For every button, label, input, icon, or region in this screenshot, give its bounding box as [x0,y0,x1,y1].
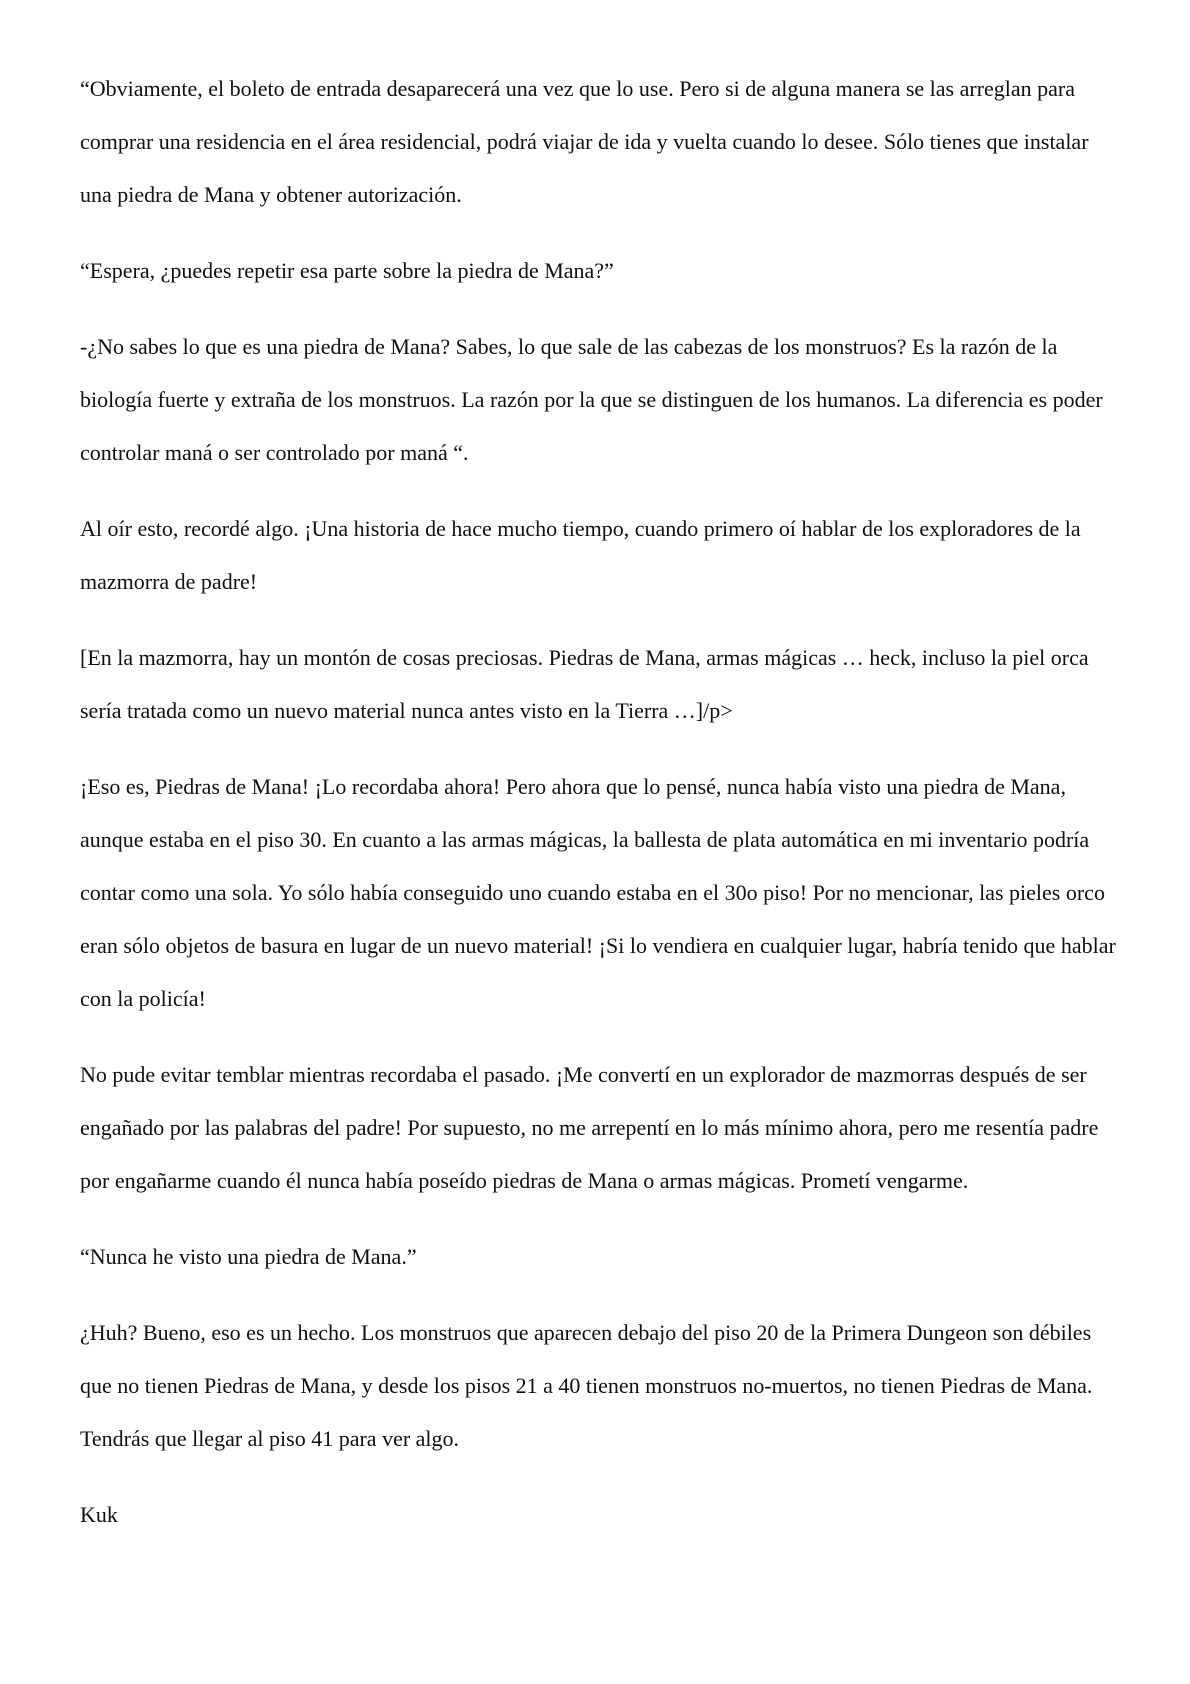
paragraph-5: [En la mazmorra, hay un montón de cosas preciosas. Piedras de Mana, armas mágicas … heck, incluso la piel orca sería tratada como un nuevo material nunca antes visto en la Tierra …]/p> [80,645,1089,723]
paragraph-8: “Nunca he visto una piedra de Mana.” [80,1244,417,1269]
paragraph-6: ¡Eso es, Piedras de Mana! ¡Lo recordaba ahora! Pero ahora que lo pensé, nunca había visto una piedra de Mana, aunque estaba en el piso 30. En cuanto a las armas mágicas, la ballesta de plata automática en mi inventario podría contar como una sola. Yo sólo había conseguido uno cuando estaba en el 30o piso! Por no mencionar, las pieles orco eran sólo objetos de basura en lugar de un nuevo material! ¡Si lo vendiera en cualquier lugar, habría tenido que hablar con la policía! [80,774,1116,1011]
paragraph-2: “Espera, ¿puedes repetir esa parte sobre la piedra de Mana?” [80,258,614,283]
paragraph-10: Kuk [80,1502,118,1527]
document-page [80,62,1120,1564]
paragraph-7: No pude evitar temblar mientras recordaba el pasado. ¡Me convertí en un explorador de mazmorras después de ser engañado por las palabras del padre! Por supuesto, no me arrepentí en lo más mínimo ahora, pero me resentía padre por engañarme cuando él nunca había poseído piedras de Mana o armas mágicas. Prometí vengarme. [80,1062,1099,1193]
paragraph-3: -¿No sabes lo que es una piedra de Mana? Sabes, lo que sale de las cabezas de los monstruos? Es la razón de la biología fuerte y extraña de los monstruos. La razón por la que se distinguen de los humanos. La diferencia es poder controlar maná o ser controlado por maná “. [80,334,1103,465]
paragraph-4: Al oír esto, recordé algo. ¡Una historia de hace mucho tiempo, cuando primero oí hablar de los exploradores de la mazmorra de padre! [80,516,1081,594]
paragraph-1: “Obviamente, el boleto de entrada desaparecerá una vez que lo use. Pero si de alguna manera se las arreglan para comprar una residencia en el área residencial, podrá viajar de ida y vuelta cuando lo desee. Sólo tienes que instalar una piedra de Mana y obtener autorización. [80,76,1089,207]
paragraph-9: ¿Huh? Bueno, eso es un hecho. Los monstruos que aparecen debajo del piso 20 de la Primera Dungeon son débiles que no tienen Piedras de Mana, y desde los pisos 21 a 40 tienen monstruos no-muertos, no tienen Piedras de Mana. Tendrás que llegar al piso 41 para ver algo. [80,1320,1093,1451]
